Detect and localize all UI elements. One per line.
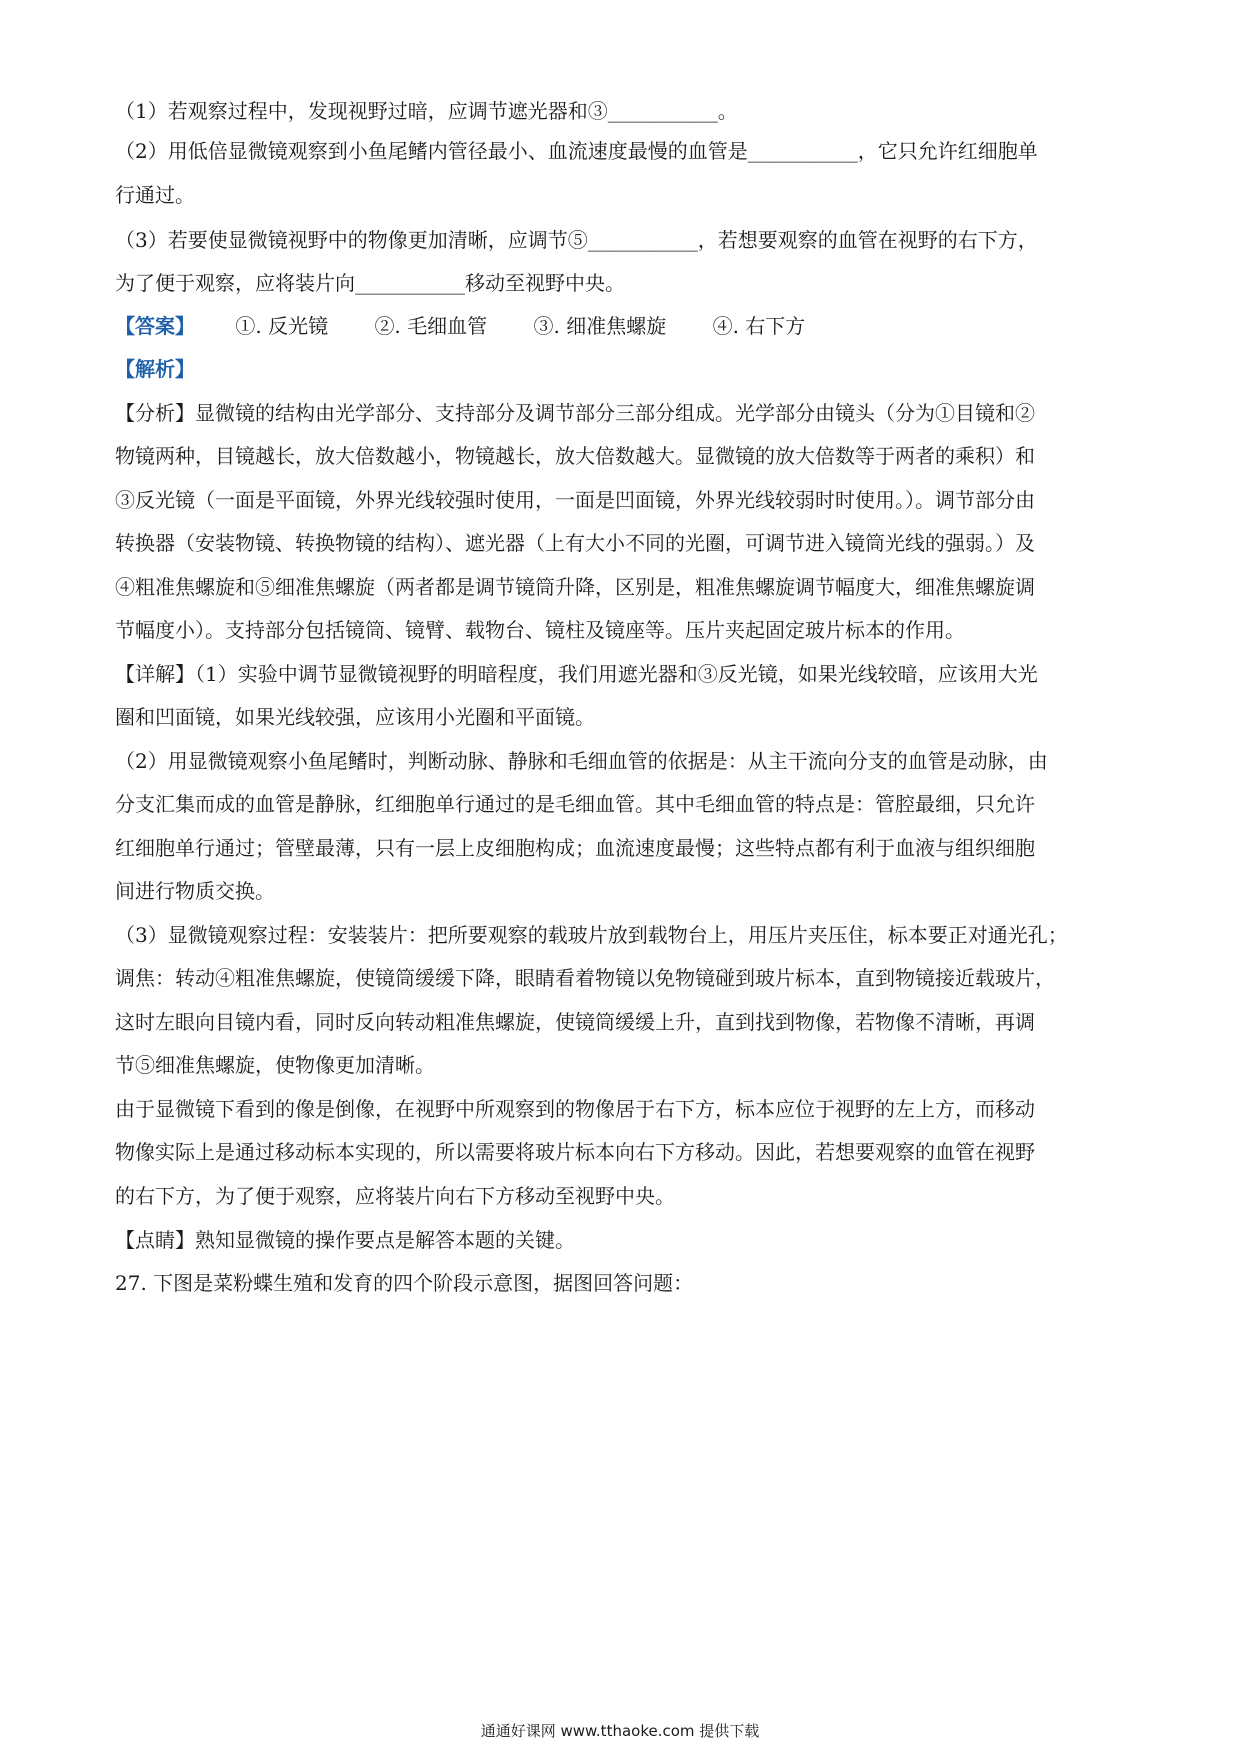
question-3-line-1: （3）若要使显微镜视野中的物像更加清晰，应调节⑤___________，若想要观察的血管在视野的右下方，	[115, 228, 1038, 252]
detail4-line: 物像实际上是通过移动标本实现的，所以需要将玻片标本向右下方移动。因此，若想要观察的血管在视野	[115, 1140, 1035, 1164]
answer-label: 【答案】	[115, 314, 195, 338]
detail4-line: 由于显微镜下看到的像是倒像，在视野中所观察到的物像居于右下方，标本应位于视野的左上方，而移动	[115, 1097, 1035, 1121]
detail4-line: 的右下方，为了便于观察，应将装片向右下方移动至视野中央。	[115, 1184, 675, 1208]
question-2-line-1: （2）用低倍显微镜观察到小鱼尾鳍内管径最小、血流速度最慢的血管是___________，它只允许红细胞单	[115, 139, 1038, 163]
detail3-line: 节⑤细准焦螺旋，使物像更加清晰。	[115, 1053, 435, 1077]
analysis-line: 转换器（安装物镜、转换物镜的结构）、遮光器（上有大小不同的光圈，可调节进入镜筒光线的强弱。）及	[115, 531, 1035, 555]
footer-text: 通通好课网 www.tthaoke.com 提供下载	[480, 1722, 760, 1740]
detail3-line: 这时左眼向目镜内看，同时反向转动粗准焦螺旋，使镜筒缓缓上升，直到找到物像，若物像不清晰，再调	[115, 1010, 1035, 1034]
detail3-line: 调焦：转动④粗准焦螺旋，使镜筒缓缓下降，眼睛看着物镜以免物镜碰到玻片标本，直到物镜接近载玻片，	[115, 966, 1055, 990]
detail-line: 圈和凹面镜，如果光线较强，应该用小光圈和平面镜。	[115, 705, 595, 729]
detail2-line: （2）用显微镜观察小鱼尾鳍时，判断动脉、静脉和毛细血管的依据是：从主干流向分支的血管是动脉，由	[115, 749, 1048, 773]
answer-item: ①. 反光镜	[235, 314, 329, 338]
question-1: （1）若观察过程中，发现视野过暗，应调节遮光器和③___________。	[115, 99, 738, 123]
answer-item: ③. 细准焦螺旋	[533, 314, 667, 338]
question-2-line-2: 行通过。	[115, 183, 195, 207]
analysis-line: 节幅度小）。支持部分包括镜筒、镜臂、载物台、镜柱及镜座等。压片夹起固定玻片标本的作用。	[115, 618, 965, 642]
analysis-line: 【分析】显微镜的结构由光学部分、支持部分及调节部分三部分组成。光学部分由镜头（分为①目镜和②	[115, 401, 1035, 425]
detail-line: 【详解】（1）实验中调节显微镜视野的明暗程度，我们用遮光器和③反光镜，如果光线较暗，应该用大光	[115, 662, 1038, 686]
answer-item: ②. 毛细血管	[374, 314, 488, 338]
analysis-line: ④粗准焦螺旋和⑤细准焦螺旋（两者都是调节镜筒升降，区别是，粗准焦螺旋调节幅度大，细准焦螺旋调	[115, 575, 1035, 599]
answer-row	[115, 313, 1130, 339]
analysis-label: 【解析】	[115, 357, 195, 381]
comment-line: 【点睛】熟知显微镜的操作要点是解答本题的关键。	[115, 1228, 575, 1252]
question-3-line-2: 为了便于观察，应将装片向___________移动至视野中央。	[115, 271, 625, 295]
detail3-line: （3）显微镜观察过程：安装装片：把所要观察的载玻片放到载物台上，用压片夹压住，标本要正对通光孔；	[115, 923, 1068, 947]
question-27: 27. 下图是菜粉蝶生殖和发育的四个阶段示意图，据图回答问题：	[115, 1271, 694, 1295]
analysis-line: ③反光镜（一面是平面镜，外界光线较强时使用，一面是凹面镜，外界光线较弱时时使用。）。调节部分由	[115, 488, 1035, 512]
answer-item: ④. 右下方	[712, 314, 806, 338]
detail2-line: 红细胞单行通过；管壁最薄，只有一层上皮细胞构成；血流速度最慢；这些特点都有利于血液与组织细胞	[115, 836, 1035, 860]
detail2-line: 分支汇集而成的血管是静脉，红细胞单行通过的是毛细血管。其中毛细血管的特点是：管腔最细，只允许	[115, 792, 1035, 816]
detail2-line: 间进行物质交换。	[115, 879, 275, 903]
analysis-line: 物镜两种，目镜越长，放大倍数越小，物镜越长，放大倍数越大。显微镜的放大倍数等于两者的乘积）和	[115, 444, 1035, 468]
